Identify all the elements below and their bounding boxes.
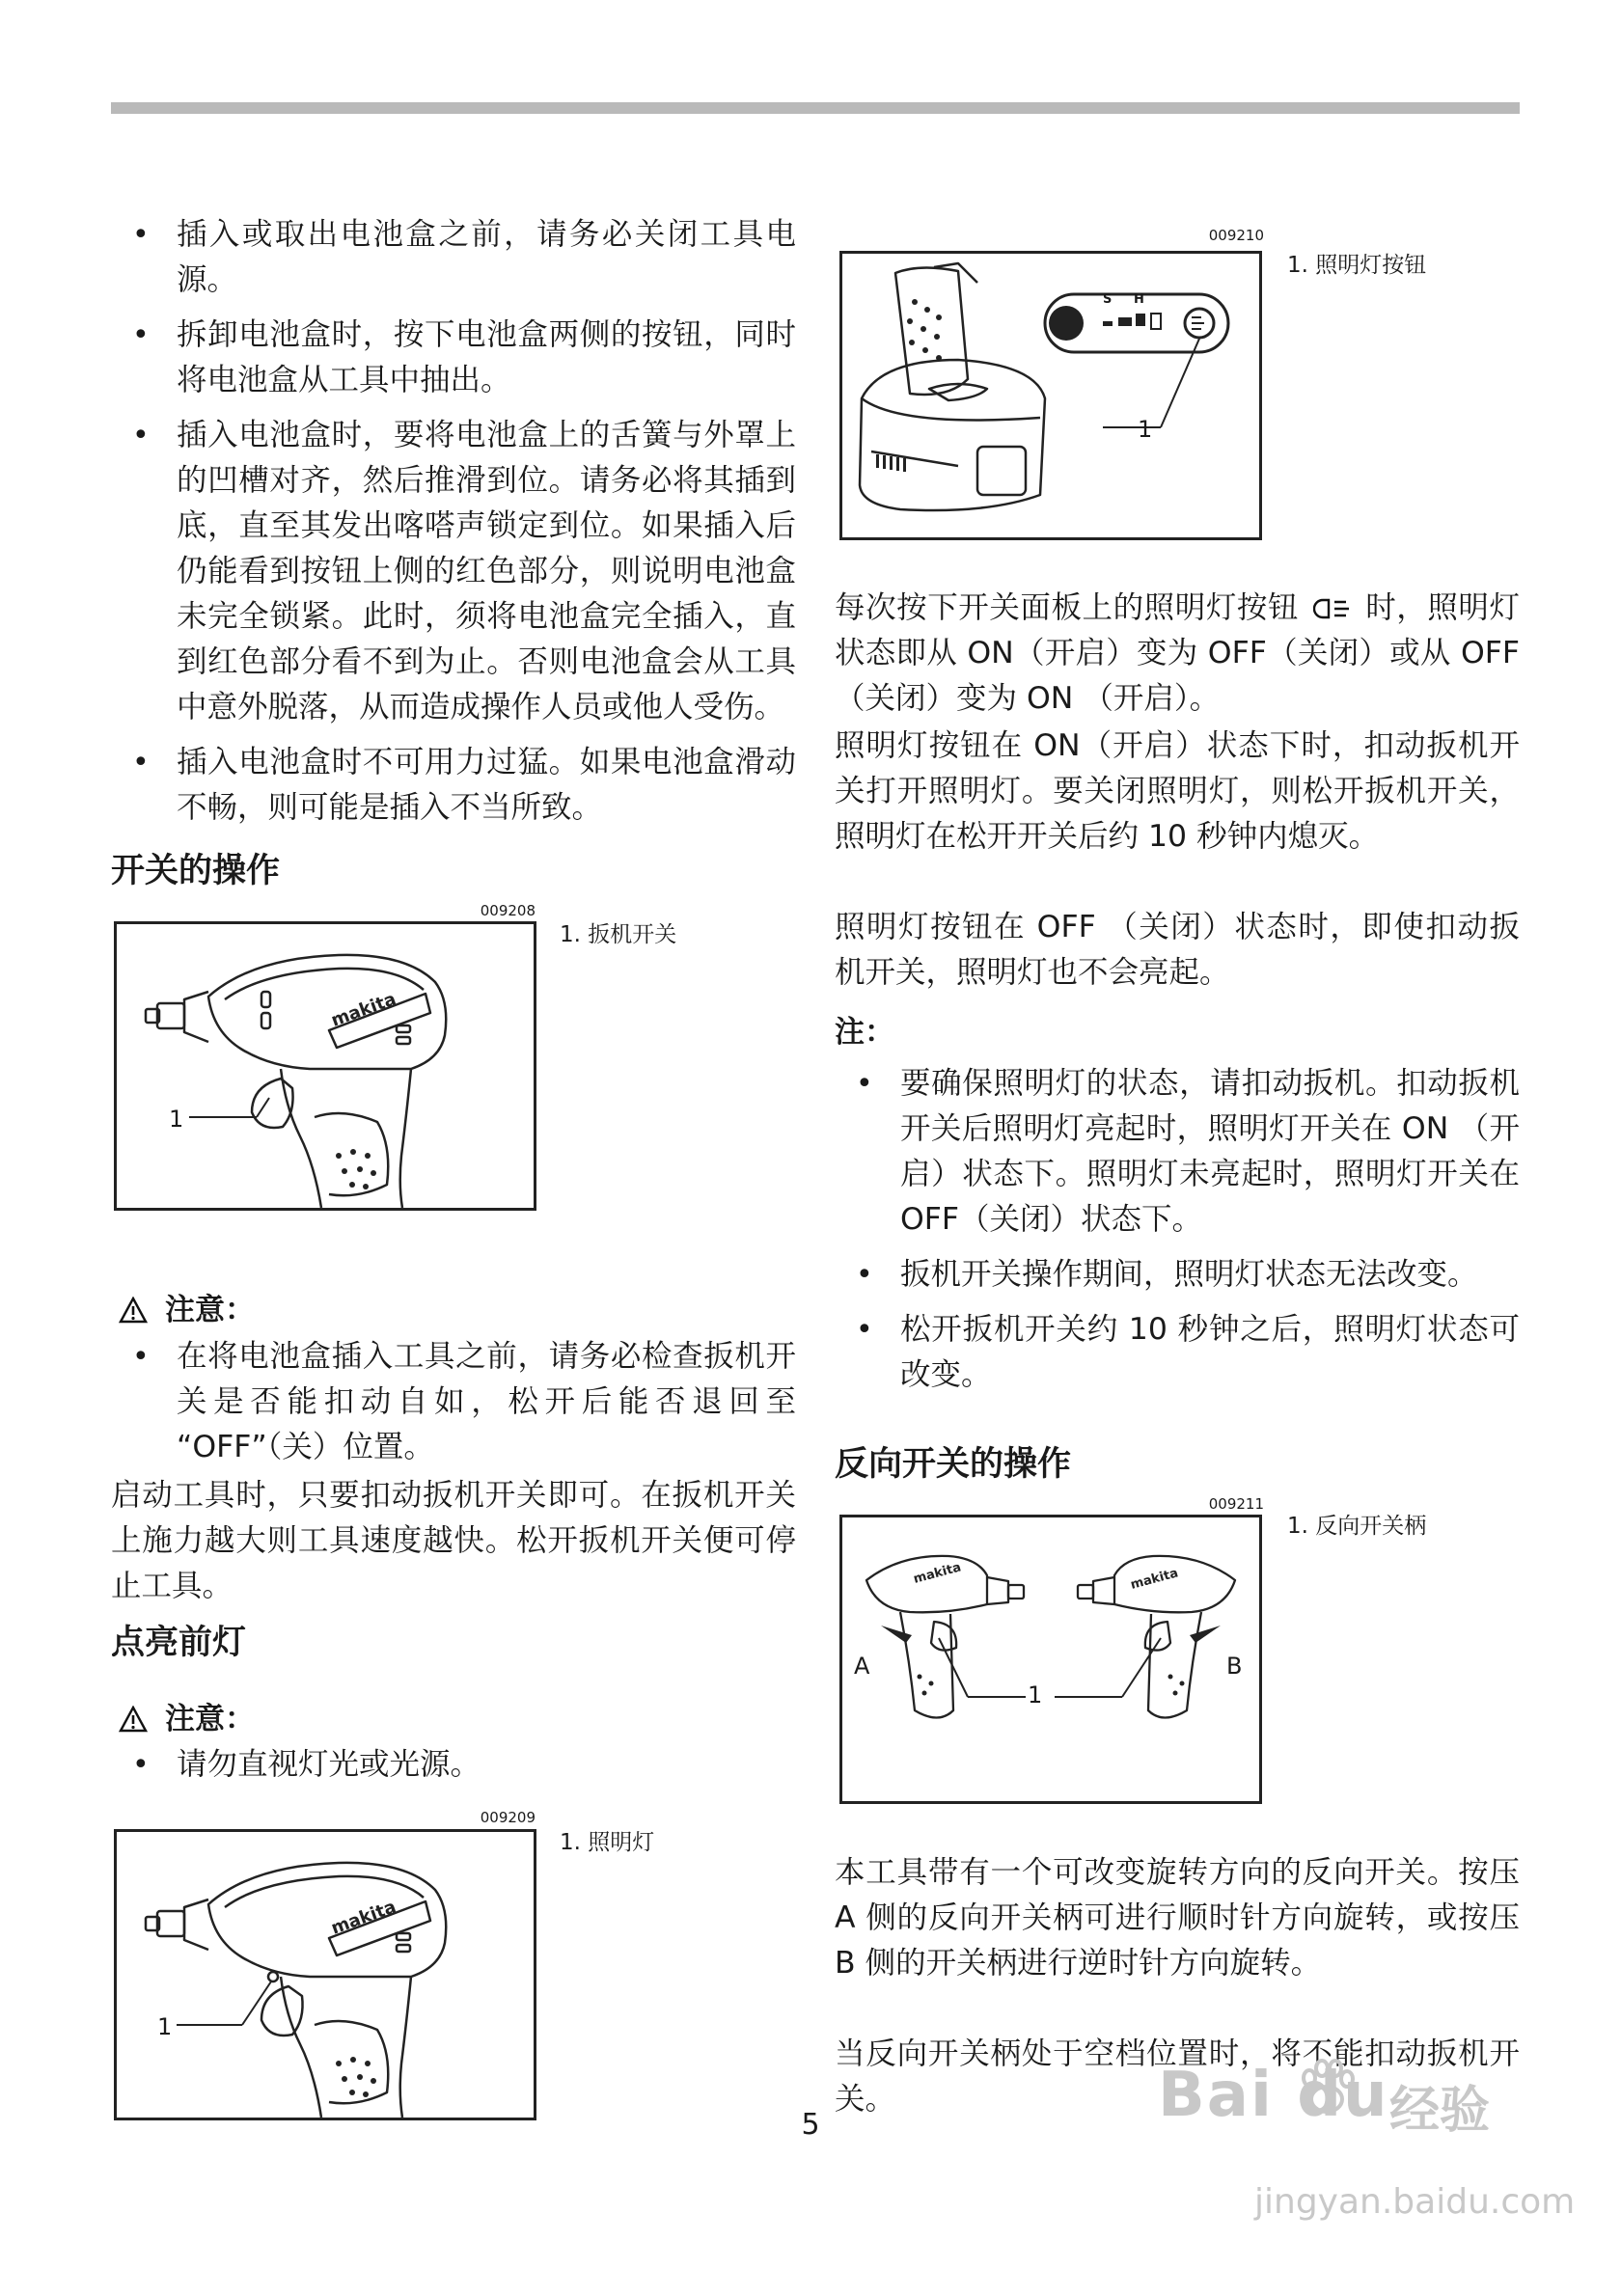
note-bullet-list [835, 1061, 1520, 1408]
impact-driver-illustration [117, 1832, 534, 2118]
list-item: • 松开扳机开关约 10 秒钟之后，照明灯状态可改变。 [835, 1307, 1520, 1398]
caution-label-text: 注意： [165, 1293, 255, 1327]
paw-logo-icon [1293, 2055, 1360, 2122]
figure-id: 009208 [480, 902, 536, 919]
side-label-a: A [854, 1653, 870, 1680]
impact-driver-illustration [117, 924, 534, 1208]
figure-caption: 1. 反向开关柄 [1287, 1514, 1427, 1539]
panel-letter: S [1103, 292, 1113, 307]
list-item: • 插入电池盒时不可用力过猛。如果电池盒滑动不畅，则可能是插入不当所致。 [111, 740, 796, 831]
lamp-paragraph-2: 照明灯按钮在 ON（开启）状态下时，扣动扳机开关打开照明灯。要关闭照明灯，则松开扳机开关，照明灯在松开开关后约 10 秒钟内熄灭。 [835, 728, 1520, 854]
figure-caption: 1. 照明灯 [560, 1830, 655, 1855]
figure-id: 009209 [480, 1809, 536, 1826]
page-number: 5 [801, 2108, 820, 2142]
svg-text:makita: makita [328, 1897, 399, 1939]
battery-panel-illustration [842, 254, 1259, 537]
callout-number: 1 [169, 1106, 184, 1133]
lamp-paragraph-3: 照明灯按钮在 OFF （关闭）状态时，即使扣动扳机开关，照明灯也不会亮起。 [835, 910, 1520, 990]
reverse-heading: 反向开关的操作 [835, 1445, 1072, 1484]
reversing-switch-figure [839, 1515, 1262, 1804]
caution-bullet-list [111, 1334, 796, 1480]
list-item: • 要确保照明灯的状态，请扣动扳机。扣动扳机开关后照明灯亮起时，照明灯开关在 ON （开启）状态下。照明灯未亮起时，照明灯开关在 OFF（关闭）状态下。 [835, 1061, 1520, 1243]
lamp-paragraph-1-start: 每次按下开关面板上的照明灯按钮 [835, 590, 1300, 625]
list-item: • 拆卸电池盒时，按下电池盒两侧的按钮，同时将电池盒从工具中抽出。 [111, 313, 796, 403]
caution-label [119, 1698, 255, 1740]
list-item: • 扳机开关操作期间，照明灯状态无法改变。 [835, 1252, 1520, 1298]
reverse-paragraph-2: 当反向开关柄处于空档位置时，将不能扣动扳机开关。 [835, 2036, 1520, 2117]
callout-number: 1 [1138, 416, 1153, 443]
list-item: • 请勿直视灯光或光源。 [111, 1742, 796, 1788]
list-item: • 插入或取出电池盒之前，请务必关闭工具电源。 [111, 212, 796, 303]
figure-caption: 1. 扳机开关 [560, 922, 677, 947]
callout-number: 1 [1028, 1681, 1043, 1708]
svg-text:makita: makita [912, 1560, 963, 1587]
lamp-paragraph-1-end: 时，照明灯状态即从 ON（开启）变为 OFF（关闭）或从 OFF （关闭）变为 ON （开启）。 [835, 590, 1520, 716]
watermark-site-label: 经验 [1389, 2082, 1491, 2140]
callout-number: 1 [157, 2013, 173, 2040]
switch-paragraph: 启动工具时，只要扣动扳机开关即可。在扳机开关上施力越大则工具速度越快。松开扳机开关便可停止工具。 [111, 1478, 796, 1603]
list-item: • 在将电池盒插入工具之前，请务必检查扳机开关是否能扣动自如，松开后能否退回至 “OFF”（关）位置。 [111, 1334, 796, 1470]
lamp-paragraph-1 [835, 586, 1520, 722]
svg-text:makita: makita [328, 989, 399, 1031]
figure-id: 009210 [1208, 227, 1264, 244]
caution-label-text: 注意： [165, 1702, 255, 1736]
switch-heading: 开关的操作 [111, 852, 281, 890]
watermark-url: jingyan.baidu.com [1254, 2182, 1576, 2222]
reverse-paragraph-1: 本工具带有一个可改变旋转方向的反向开关。按压 A 侧的反向开关柄可进行顺时针方向旋转，或按压 B 侧的开关柄进行逆时针方向旋转。 [835, 1855, 1520, 1981]
watermark-brand: Bai du [1158, 2060, 1389, 2131]
intro-bullet-list [111, 212, 796, 840]
figure-caption: 1. 照明灯按钮 [1287, 253, 1427, 278]
side-label-b: B [1226, 1653, 1243, 1680]
caution-label [119, 1289, 255, 1331]
header-rule [111, 102, 1520, 114]
lamp-heading: 点亮前灯 [111, 1624, 247, 1662]
light-button-figure [839, 251, 1262, 540]
note-label: 注： [835, 1015, 894, 1050]
svg-text:makita: makita [1129, 1566, 1180, 1593]
panel-letter: H [1134, 292, 1144, 307]
warning-triangle-icon [119, 1297, 148, 1324]
warning-triangle-icon [119, 1706, 148, 1733]
reversing-switch-illustration [842, 1517, 1259, 1801]
work-light-figure [114, 1829, 536, 2120]
trigger-switch-figure [114, 921, 536, 1211]
caution-bullet-list [111, 1742, 796, 1797]
list-item: • 插入电池盒时，要将电池盒上的舌簧与外罩上的凹槽对齐，然后推滑到位。请务必将其插到底，直至其发出喀嗒声锁定到位。如果插入后仍能看到按钮上侧的红色部分，则说明电池盒未完全锁紧。此时，须将电池盒完全插入，直到红色部分看不到为止。否则电池盒会从工具中意外脱落，从而造成操作人员或他人受伤。 [111, 413, 796, 730]
figure-id: 009211 [1208, 1495, 1264, 1513]
light-button-icon [1313, 598, 1352, 619]
